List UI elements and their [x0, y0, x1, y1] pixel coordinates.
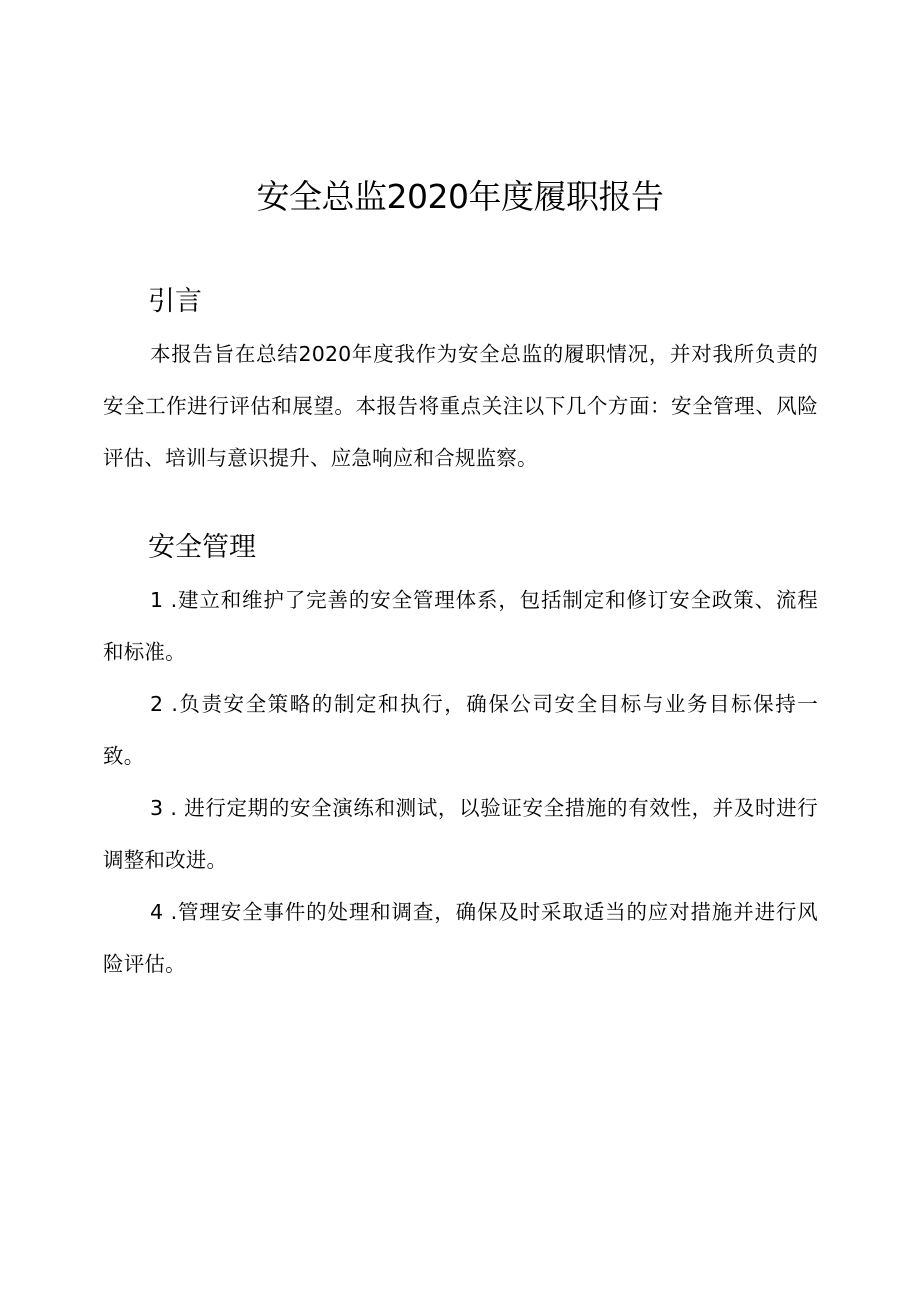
list-item: 1 .建立和维护了完善的安全管理体系，包括制定和修订安全政策、流程和标准。: [103, 588, 818, 664]
section-heading-introduction: 引言: [148, 286, 202, 317]
list-item: 4 .管理安全事件的处理和调查，确保及时采取适当的应对措施并进行风险评估。: [103, 900, 818, 976]
document-title: 安全总监2020年度履职报告: [256, 177, 664, 216]
list-item: 2 .负责安全策略的制定和执行，确保公司安全目标与业务目标保持一致。: [103, 692, 818, 768]
section-safety-management: [103, 528, 818, 990]
section-introduction: [103, 282, 818, 484]
paragraph: 本报告旨在总结2020年度我作为安全总监的履职情况，并对我所负责的安全工作进行评估和展望。本报告将重点关注以下几个方面：安全管理、风险评估、培训与意识提升、应急响应和合规监察。: [103, 342, 818, 470]
section-heading-safety-management: 安全管理: [148, 532, 256, 563]
list-item: 3 . 进行定期的安全演练和测试，以验证安全措施的有效性，并及时进行调整和改进。: [103, 796, 818, 872]
